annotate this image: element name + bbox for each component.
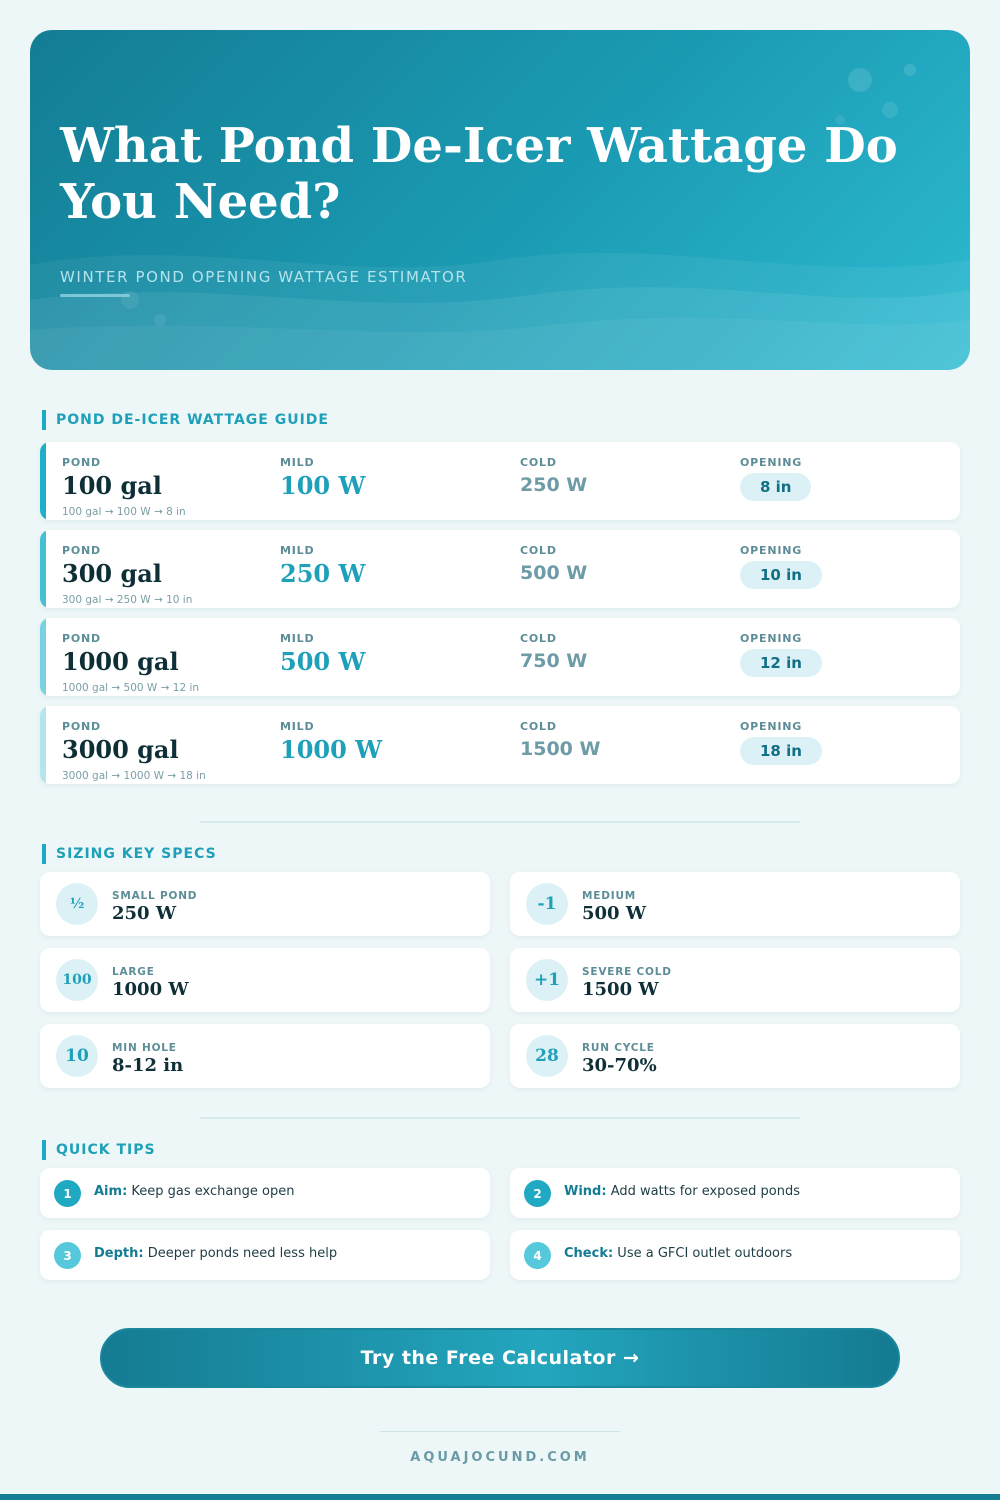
spec-label: MEDIUM (582, 890, 637, 902)
opening-badge: 8 in (740, 473, 811, 501)
tip-card (40, 1168, 490, 1218)
mild-wattage: 1000 W (280, 735, 383, 764)
spec-card-run-cycle (510, 1024, 960, 1088)
spec-label: SEVERE COLD (582, 966, 672, 978)
spec-card-min-hole (40, 1024, 490, 1088)
hero-banner (30, 30, 970, 370)
opening-label: OPENING (740, 456, 803, 469)
spec-card-severe-cold (510, 948, 960, 1012)
tip-card (40, 1230, 490, 1280)
tip-number-badge: 2 (524, 1180, 551, 1207)
cold-label: COLD (520, 632, 557, 645)
opening-badge: 18 in (740, 737, 822, 765)
spec-card-small-pond (40, 872, 490, 936)
mild-wattage: 100 W (280, 471, 366, 500)
guide-row (40, 618, 960, 696)
tip-text (94, 1246, 337, 1261)
cold-wattage: 500 W (520, 562, 588, 584)
opening-label: OPENING (740, 544, 803, 557)
tip-body: Add watts for exposed ponds (606, 1184, 800, 1199)
cold-label: COLD (520, 720, 557, 733)
cold-label: COLD (520, 544, 557, 557)
section-divider (200, 821, 800, 823)
pond-size: 1000 gal (62, 647, 179, 676)
tip-number-badge: 4 (524, 1242, 551, 1269)
pond-label: POND (62, 544, 101, 557)
pond-label: POND (62, 632, 101, 645)
half-icon: ½ (56, 883, 98, 925)
guide-row (40, 706, 960, 784)
spec-label: MIN HOLE (112, 1042, 177, 1054)
cold-wattage: 750 W (520, 650, 588, 672)
plus-one-icon: +1 (526, 959, 568, 1001)
mild-label: MILD (280, 456, 315, 469)
spec-label: LARGE (112, 966, 155, 978)
spec-card-medium (510, 872, 960, 936)
section-heading-tips: QUICK TIPS (42, 1140, 156, 1160)
row-summary: 3000 gal → 1000 W → 18 in (62, 770, 206, 782)
section-heading-specs: SIZING KEY SPECS (42, 844, 217, 864)
cold-label: COLD (520, 456, 557, 469)
footer-site-link[interactable]: AQUAJOCUND.COM (410, 1450, 590, 1465)
mild-label: MILD (280, 544, 315, 557)
bottom-accent-bar (0, 1494, 1000, 1500)
row-summary: 100 gal → 100 W → 8 in (62, 506, 186, 518)
spec-card-large (40, 948, 490, 1012)
page-title: What Pond De-Icer Wattage Do You Need? (60, 118, 898, 230)
cold-wattage: 1500 W (520, 738, 601, 760)
opening-badge: 12 in (740, 649, 822, 677)
mild-label: MILD (280, 632, 315, 645)
row-summary: 300 gal → 250 W → 10 in (62, 594, 193, 606)
row-accent-bar (40, 706, 46, 784)
row-accent-bar (40, 442, 46, 520)
row-accent-bar (40, 618, 46, 696)
tip-number-badge: 1 (54, 1180, 81, 1207)
opening-label: OPENING (740, 720, 803, 733)
mild-wattage: 500 W (280, 647, 366, 676)
spec-value: 250 W (112, 903, 177, 924)
try-calculator-button[interactable]: Try the Free Calculator → (100, 1328, 900, 1388)
minus-one-icon: -1 (526, 883, 568, 925)
mild-label: MILD (280, 720, 315, 733)
pond-label: POND (62, 456, 101, 469)
mild-wattage: 250 W (280, 559, 366, 588)
tip-title: Aim: (94, 1184, 128, 1199)
cold-wattage: 250 W (520, 474, 588, 496)
subtitle-underline (60, 294, 130, 297)
tip-card (510, 1168, 960, 1218)
pond-size: 300 gal (62, 559, 162, 588)
row-accent-bar (40, 530, 46, 608)
guide-row (40, 530, 960, 608)
pond-label: POND (62, 720, 101, 733)
row-summary: 1000 gal → 500 W → 12 in (62, 682, 200, 694)
tip-title: Depth: (94, 1246, 144, 1261)
spec-label: SMALL POND (112, 890, 198, 902)
pond-size: 100 gal (62, 471, 162, 500)
opening-badge: 10 in (740, 561, 822, 589)
spec-value: 1000 W (112, 979, 189, 1000)
hundred-icon: 100 (56, 959, 98, 1001)
spec-value: 1500 W (582, 979, 659, 1000)
tip-text (94, 1184, 294, 1199)
tip-card (510, 1230, 960, 1280)
tip-body: Deeper ponds need less help (143, 1246, 338, 1261)
spec-value: 30-70% (582, 1055, 657, 1076)
guide-row (40, 442, 960, 520)
spec-value: 8-12 in (112, 1055, 184, 1076)
tip-title: Wind: (564, 1184, 607, 1199)
page-subtitle: WINTER POND OPENING WATTAGE ESTIMATOR (60, 268, 468, 286)
twenty-eight-icon: 28 (526, 1035, 568, 1077)
section-heading-guide: POND DE-ICER WATTAGE GUIDE (42, 410, 329, 430)
tip-title: Check: (564, 1246, 614, 1261)
tip-body: Use a GFCI outlet outdoors (613, 1246, 793, 1261)
opening-label: OPENING (740, 632, 803, 645)
pond-size: 3000 gal (62, 735, 179, 764)
footer-divider (380, 1431, 620, 1432)
tip-text (564, 1184, 800, 1199)
spec-label: RUN CYCLE (582, 1042, 655, 1054)
section-divider (200, 1117, 800, 1119)
tip-body: Keep gas exchange open (127, 1184, 295, 1199)
ten-icon: 10 (56, 1035, 98, 1077)
tip-text (564, 1246, 792, 1261)
spec-value: 500 W (582, 903, 647, 924)
tip-number-badge: 3 (54, 1242, 81, 1269)
